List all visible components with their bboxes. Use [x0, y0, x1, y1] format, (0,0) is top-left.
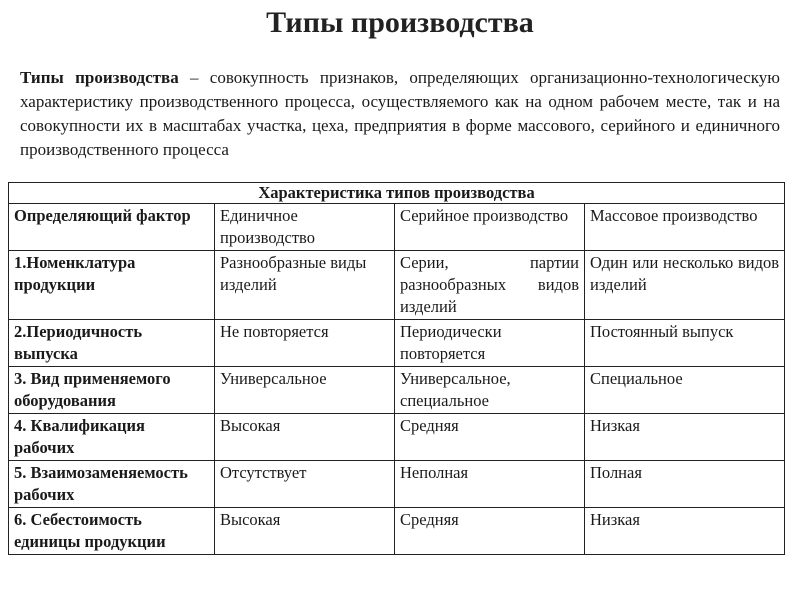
- cell-serial: Периодически повторяется: [395, 320, 585, 367]
- row-factor: 2.Периодичность выпуска: [9, 320, 215, 367]
- header-factor: Определяющий фактор: [9, 204, 215, 251]
- table-row: [9, 320, 785, 367]
- cell-mass: Полная: [585, 461, 785, 508]
- production-types-table: [8, 182, 785, 555]
- intro-definition: – совокупность признаков, определяющих организационно-технологическую характеристику производственного процесса, осуществляемого как на одном рабочем месте, так и на совокупности их в масштабах участка, цеха, предприятия в форме массового, серийного и единичного производственного процесса: [20, 68, 780, 159]
- cell-mass: Специальное: [585, 367, 785, 414]
- table-row: [9, 414, 785, 461]
- table-row: [9, 508, 785, 555]
- cell-mass: Низкая: [585, 508, 785, 555]
- cell-single: Разнообразные виды изделий: [215, 251, 395, 320]
- intro-paragraph: [20, 66, 780, 162]
- page-title: Типы производства: [266, 6, 534, 39]
- header-single: Единичное производство: [215, 204, 395, 251]
- row-factor: 4. Квалификация рабочих: [9, 414, 215, 461]
- row-factor: 6. Себестоимость единицы продукции: [9, 508, 215, 555]
- cell-single: Высокая: [215, 508, 395, 555]
- table-row: [9, 367, 785, 414]
- table-row: [9, 251, 785, 320]
- cell-serial: Универсальное, специальное: [395, 367, 585, 414]
- intro-term: Типы производства: [20, 68, 179, 87]
- cell-mass: Один или несколько видов изделий: [585, 251, 785, 320]
- table-header-row: [9, 204, 785, 251]
- cell-serial: Неполная: [395, 461, 585, 508]
- header-serial: Серийное производство: [395, 204, 585, 251]
- cell-serial: Средняя: [395, 508, 585, 555]
- row-factor: 3. Вид применяемого оборудования: [9, 367, 215, 414]
- table-caption-row: [9, 183, 785, 204]
- row-factor: 5. Взаимозаменяемость рабочих: [9, 461, 215, 508]
- cell-serial: Серии, партии разнообразных видов изделий: [395, 251, 585, 320]
- cell-serial: Средняя: [395, 414, 585, 461]
- cell-single: Высокая: [215, 414, 395, 461]
- cell-single: Не повторяется: [215, 320, 395, 367]
- cell-single: Универсальное: [215, 367, 395, 414]
- table-row: [9, 461, 785, 508]
- table-caption: Характеристика типов производства: [9, 183, 785, 204]
- header-mass: Массовое производство: [585, 204, 785, 251]
- cell-mass: Низкая: [585, 414, 785, 461]
- cell-single: Отсутствует: [215, 461, 395, 508]
- row-factor: 1.Номенклатура продукции: [9, 251, 215, 320]
- cell-mass: Постоянный выпуск: [585, 320, 785, 367]
